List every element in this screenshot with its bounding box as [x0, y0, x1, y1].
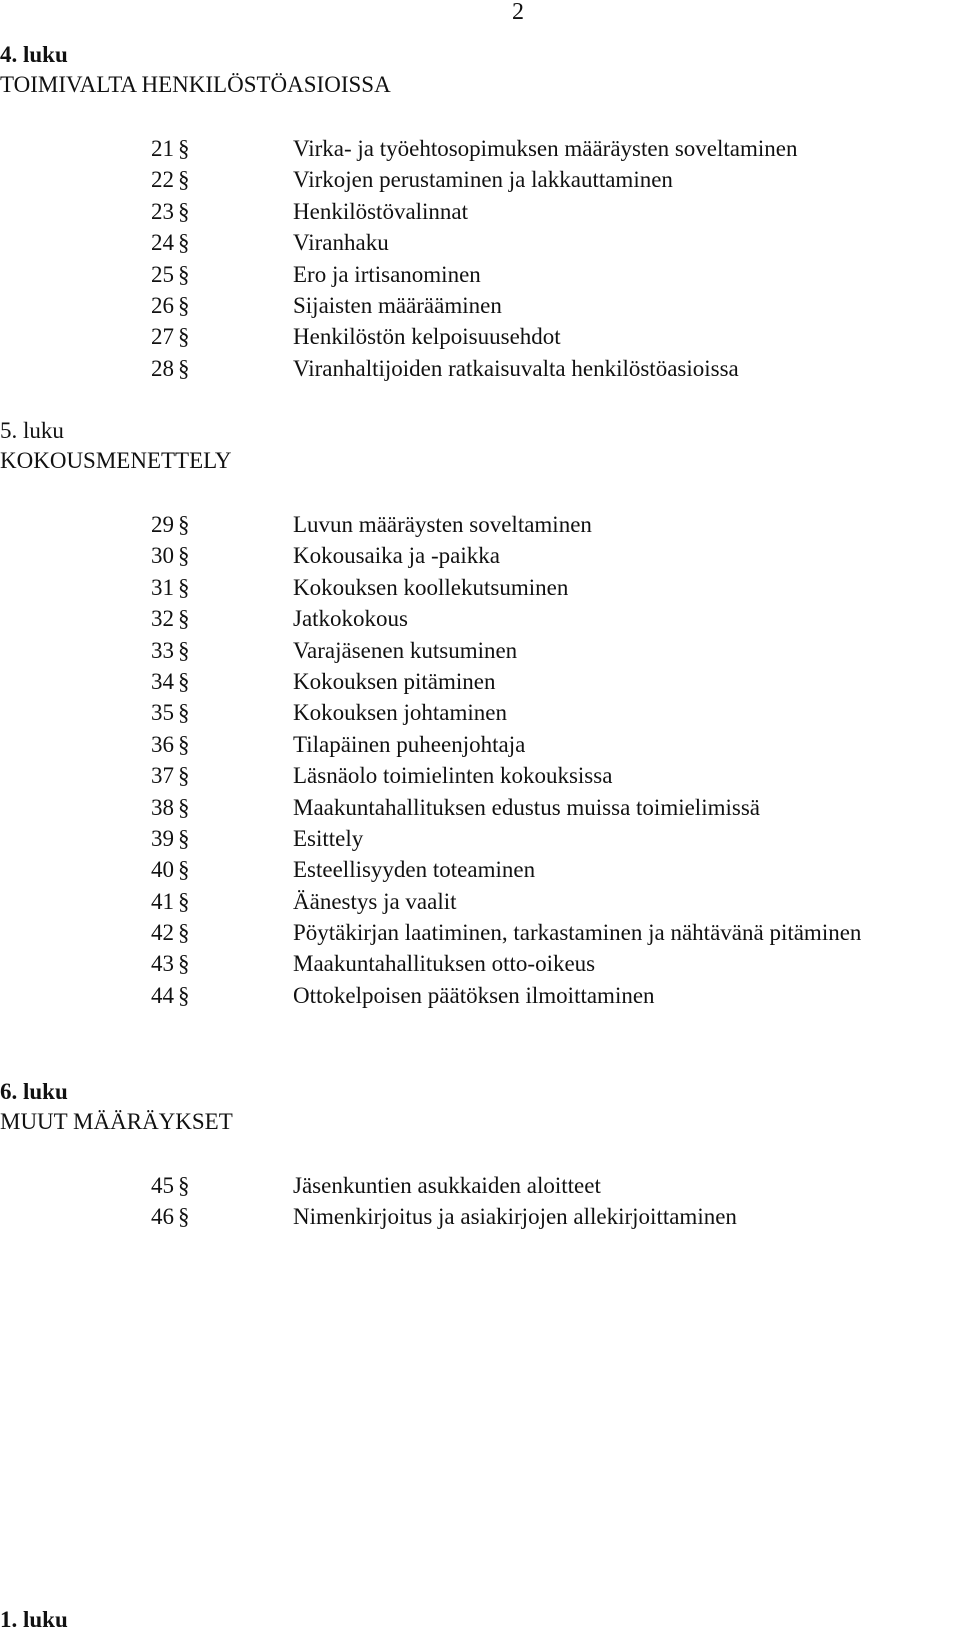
section-number: 40 — [151, 857, 174, 883]
section-number: 44 — [151, 982, 174, 1008]
section-title: Virkojen perustaminen ja lakkauttaminen — [293, 167, 673, 193]
section-sign: § — [178, 857, 190, 883]
section-number: 30 — [151, 543, 174, 569]
section-row — [0, 572, 960, 603]
section-row — [0, 133, 960, 164]
section-sign: § — [178, 574, 190, 600]
section-number: 43 — [151, 951, 174, 977]
section-sign: § — [178, 888, 190, 914]
section-title: Maakuntahallituksen edustus muissa toimielimissä — [293, 794, 760, 820]
next-chapter-number: 1. luku — [0, 1607, 68, 1632]
section-number: 32 — [151, 606, 174, 632]
section-sign: § — [178, 261, 190, 287]
section-title: Henkilöstön kelpoisuusehdot — [293, 324, 561, 350]
section-sign: § — [178, 543, 190, 569]
section-sign: § — [178, 292, 190, 318]
chapter-5-number: 5. luku — [0, 418, 64, 443]
section-sign: § — [178, 731, 190, 757]
section-number: 21 — [151, 136, 174, 161]
section-number: 39 — [151, 825, 174, 851]
chapter-6-heading: MUUT MÄÄRÄYKSET — [0, 1109, 233, 1134]
section-title: Luvun määräysten soveltaminen — [293, 512, 592, 537]
section-row — [0, 603, 960, 634]
section-number: 28 — [151, 355, 174, 381]
section-title: Maakuntahallituksen otto-oikeus — [293, 951, 596, 977]
section-title: Läsnäolo toimielinten kokouksissa — [293, 763, 613, 789]
section-number: 29 — [151, 512, 174, 537]
section-title: Tilapäinen puheenjohtaja — [293, 731, 526, 757]
section-sign: § — [178, 763, 190, 789]
section-number: 45 — [151, 1173, 174, 1198]
section-title: Esteellisyyden toteaminen — [293, 857, 536, 883]
chapter-6-section-list — [0, 1170, 960, 1233]
section-number: 22 — [151, 167, 174, 193]
section-number: 38 — [151, 794, 174, 820]
section-row — [0, 227, 960, 258]
section-title: Sijaisten määrääminen — [293, 292, 502, 318]
section-sign: § — [178, 230, 190, 256]
section-title: Viranhaltijoiden ratkaisuvalta henkilöstöasioissa — [293, 355, 739, 381]
section-number: 26 — [151, 292, 174, 318]
section-number: 33 — [151, 637, 174, 663]
section-row — [0, 353, 960, 384]
section-row — [0, 321, 960, 352]
section-title: Viranhaku — [293, 230, 389, 256]
section-title: Kokouksen johtaminen — [293, 700, 507, 726]
section-title: Nimenkirjoitus ja asiakirjojen allekirjoittaminen — [293, 1204, 737, 1230]
section-row — [0, 635, 960, 666]
section-number: 41 — [151, 888, 174, 914]
chapter-5-section-list — [0, 509, 960, 1011]
section-title: Kokouksen pitäminen — [293, 668, 496, 694]
section-title: Varajäsenen kutsuminen — [293, 637, 518, 663]
section-number: 27 — [151, 324, 174, 350]
section-number: 35 — [151, 700, 174, 726]
section-title: Jatkokokous — [293, 606, 408, 632]
section-row — [0, 259, 960, 290]
section-row — [0, 886, 960, 917]
section-title: Kokousaika ja -paikka — [293, 543, 500, 569]
section-number: 46 — [151, 1204, 174, 1230]
section-title: Ottokelpoisen päätöksen ilmoittaminen — [293, 982, 655, 1008]
section-sign: § — [178, 324, 190, 350]
section-sign: § — [178, 355, 190, 381]
section-row — [0, 917, 960, 948]
section-number: 25 — [151, 261, 174, 287]
section-row — [0, 540, 960, 571]
section-row — [0, 854, 960, 885]
section-sign: § — [178, 637, 190, 663]
section-row — [0, 729, 960, 760]
section-row — [0, 164, 960, 195]
section-row — [0, 697, 960, 728]
chapter-4-number: 4. luku — [0, 42, 68, 67]
section-sign: § — [178, 951, 190, 977]
section-number: 31 — [151, 574, 174, 600]
section-number: 23 — [151, 198, 174, 224]
section-row — [0, 290, 960, 321]
chapter-6-number: 6. luku — [0, 1079, 68, 1104]
section-row — [0, 948, 960, 979]
section-title: Esittely — [293, 825, 364, 851]
chapter-5-heading: KOKOUSMENETTELY — [0, 448, 232, 473]
section-sign: § — [178, 794, 190, 820]
chapter-4-heading: TOIMIVALTA HENKILÖSTÖASIOISSA — [0, 72, 391, 97]
section-row — [0, 980, 960, 1011]
section-row — [0, 760, 960, 791]
section-number: 37 — [151, 763, 174, 789]
section-sign: § — [178, 167, 190, 193]
section-number: 24 — [151, 230, 174, 256]
section-sign: § — [178, 1173, 190, 1198]
section-sign: § — [178, 825, 190, 851]
section-title: Virka- ja työehtosopimuksen määräysten soveltaminen — [293, 136, 798, 161]
section-sign: § — [178, 982, 190, 1008]
section-row — [0, 792, 960, 823]
section-sign: § — [178, 700, 190, 726]
section-row — [0, 1170, 960, 1201]
section-row — [0, 196, 960, 227]
page-number: 2 — [512, 0, 524, 25]
section-row — [0, 666, 960, 697]
section-sign: § — [178, 920, 190, 946]
section-row — [0, 509, 960, 540]
section-sign: § — [178, 1204, 190, 1230]
section-title: Kokouksen koollekutsuminen — [293, 574, 569, 600]
section-sign: § — [178, 512, 190, 537]
section-title: Ero ja irtisanominen — [293, 261, 481, 287]
section-row — [0, 1201, 960, 1232]
chapter-4-section-list — [0, 133, 960, 384]
section-title: Jäsenkuntien asukkaiden aloitteet — [293, 1173, 601, 1198]
section-title: Äänestys ja vaalit — [293, 888, 457, 914]
section-sign: § — [178, 668, 190, 694]
section-number: 36 — [151, 731, 174, 757]
section-sign: § — [178, 606, 190, 632]
section-number: 34 — [151, 668, 174, 694]
section-title: Henkilöstövalinnat — [293, 198, 469, 224]
section-sign: § — [178, 198, 190, 224]
section-title: Pöytäkirjan laatiminen, tarkastaminen ja nähtävänä pitäminen — [293, 920, 862, 946]
section-sign: § — [178, 136, 190, 161]
section-number: 42 — [151, 920, 174, 946]
section-row — [0, 823, 960, 854]
